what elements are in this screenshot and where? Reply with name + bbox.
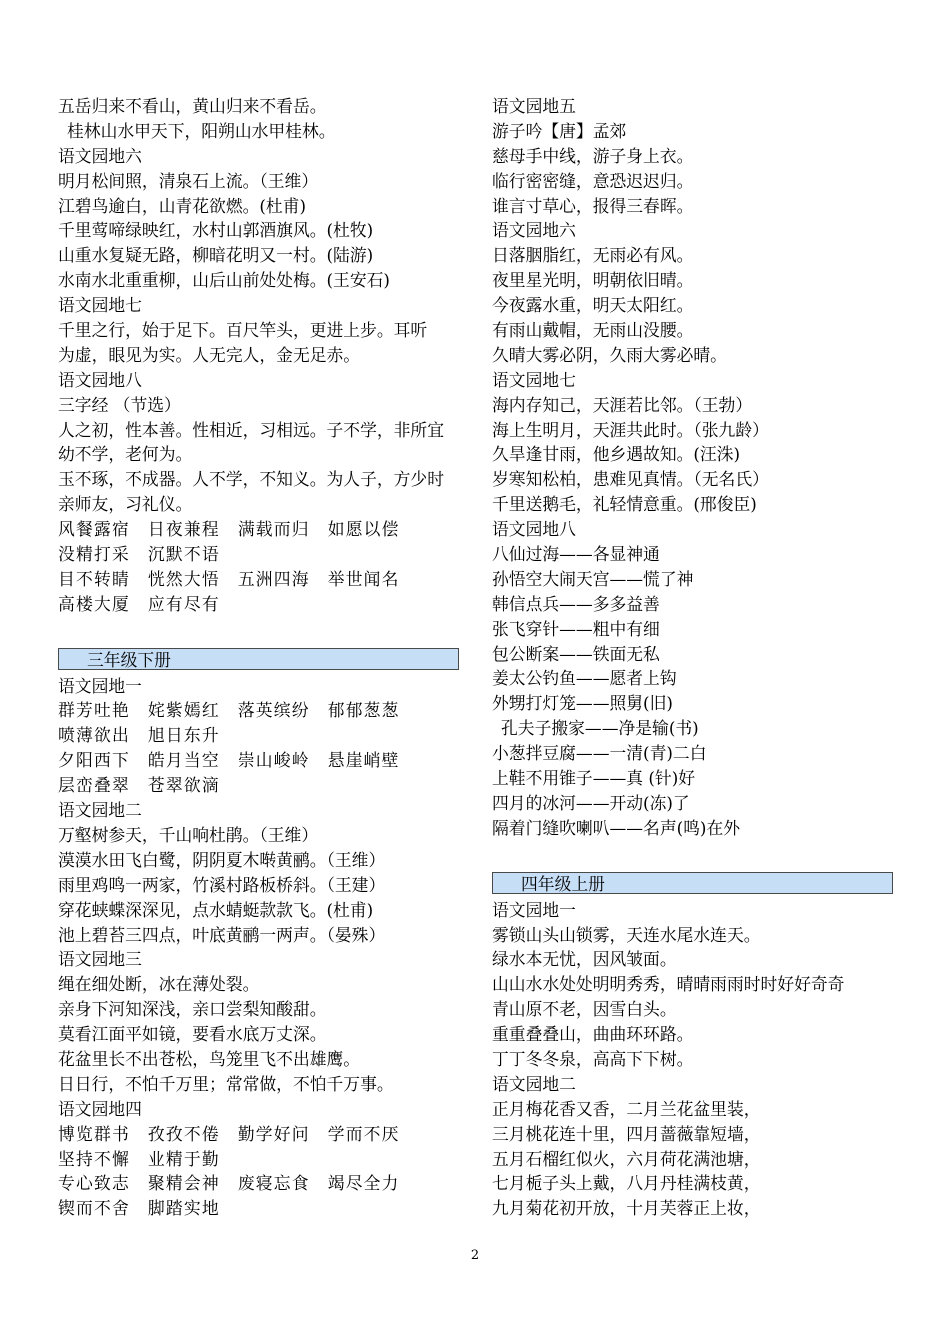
text-line: 五月石榴红似火，六月荷花满池塘， <box>492 1148 761 1169</box>
section-heading: 语文园地八 <box>58 369 142 390</box>
text-line: 日落胭脂红，无雨必有风。 <box>492 245 694 266</box>
text-line: 丁丁冬冬泉，高高下下树。 <box>492 1048 694 1069</box>
text-line: 明月松间照，清泉石上流。（王维） <box>58 170 319 191</box>
text-line: 幼不学，老何为。 <box>58 444 193 465</box>
text-line: 山山水水处处明明秀秀，晴晴雨雨时时好好奇奇 <box>492 974 845 995</box>
page-number: 2 <box>470 1248 480 1263</box>
section-heading: 语文园地六 <box>58 145 142 166</box>
text-line: 千里送鹅毛，礼轻情意重。(邢俊臣) <box>492 494 757 515</box>
text-line: 山重水复疑无路，柳暗花明又一村。(陆游) <box>58 245 374 266</box>
section-heading: 语文园地六 <box>492 220 576 241</box>
text-line: 韩信点兵——多多益善 <box>492 593 660 614</box>
text-line: 八仙过海——各显神通 <box>492 544 660 565</box>
text-line: 绳在细处断，冰在薄处裂。 <box>58 974 260 995</box>
text-line: 张飞穿针——粗中有细 <box>492 618 660 639</box>
text-line: 五岳归来不看山，黄山归来不看岳。 <box>58 96 327 116</box>
idiom-line: 坚持不懈 业精于勤 <box>58 1148 220 1169</box>
grade-header: 三年级下册 <box>58 648 459 670</box>
section-heading: 语文园地一 <box>492 899 576 920</box>
text-line: 海上生明月，天涯共此时。（张九龄） <box>492 419 769 440</box>
text-line: 包公断案——铁面无私 <box>492 643 660 664</box>
text-line: 千里之行，始于足下。百尺竿头，更进上步。耳听 <box>58 320 428 341</box>
section-heading: 语文园地五 <box>492 96 576 116</box>
text-line: 江碧鸟逾白，山青花欲燃。(杜甫) <box>58 195 307 216</box>
text-line: 重重叠叠山，曲曲环环路。 <box>492 1024 694 1045</box>
idiom-line: 群芳吐艳 姹紫嫣红 落英缤纷 郁郁葱葱 <box>58 700 400 721</box>
text-line: 孔夫子搬家——净是输(书) <box>501 718 699 739</box>
section-heading: 语文园地三 <box>58 949 142 970</box>
blank-line <box>492 841 902 866</box>
text-line: 有雨山戴帽，无雨山没腰。 <box>492 320 694 341</box>
right-bottom-block <box>492 898 902 1222</box>
right-top-block <box>492 94 902 866</box>
idiom-line: 高楼大厦 应有尽有 <box>58 593 220 614</box>
left-top-block <box>58 94 468 642</box>
text-line: 玉不琢，不成器。人不学，不知义。为人子，方少时 <box>58 469 444 490</box>
text-line: 青山原不老，因雪白头。 <box>492 999 677 1020</box>
grade-header: 四年级上册 <box>492 872 893 894</box>
text-line: 久晴大雾必阴，久雨大雾必晴。 <box>492 344 727 365</box>
text-line: 雾锁山头山锁雾，天连水尾水连天。 <box>492 924 761 945</box>
text-line: 七月栀子头上戴，八月丹桂满枝黄， <box>492 1173 761 1194</box>
poem-title: 游子吟【唐】孟郊 <box>492 120 627 141</box>
text-line: 慈母手中线，游子身上衣。 <box>492 145 694 166</box>
text-line: 夜里星光明，明朝依旧晴。 <box>492 270 694 291</box>
idiom-line: 目不转睛 恍然大悟 五洲四海 举世闻名 <box>58 568 400 589</box>
text-line: 人之初，性本善。性相近，习相远。子不学，非所宜 <box>58 419 444 440</box>
text-line: 三字经 （节选） <box>58 394 181 415</box>
blank-line <box>58 617 468 642</box>
text-line: 绿水本无忧，因风皱面。 <box>492 949 677 970</box>
text-line: 为虚，眼见为实。人无完人，金无足赤。 <box>58 344 361 365</box>
idiom-line: 风餐露宿 日夜兼程 满载而归 如愿以偿 <box>58 519 400 540</box>
text-line: 水南水北重重柳，山后山前处处梅。(王安石) <box>58 270 390 291</box>
text-line: 正月梅花香又香，二月兰花盆里装， <box>492 1098 761 1119</box>
text-line: 外甥打灯笼——照舅(旧) <box>492 693 673 714</box>
idiom-line: 喷薄欲出 旭日东升 <box>58 725 220 746</box>
left-column <box>58 94 468 1221</box>
text-line: 隔着门缝吹喇叭——名声(鸣)在外 <box>492 817 741 838</box>
text-line: 穿花蛱蝶深深见，点水蜻蜓款款飞。(杜甫) <box>58 899 374 920</box>
idiom-line: 层峦叠翠 苍翠欲滴 <box>58 775 220 796</box>
section-heading: 语文园地一 <box>58 675 142 696</box>
text-line: 临行密密缝，意恐迟迟归。 <box>492 170 694 191</box>
text-line: 花盆里长不出苍松，鸟笼里飞不出雄鹰。 <box>58 1048 361 1069</box>
text-line: 久旱逢甘雨，他乡遇故知。(汪洙) <box>492 444 741 465</box>
idiom-line: 没精打采 沉默不语 <box>58 544 220 565</box>
text-line: 亲身下河知深浅，亲口尝梨知酸甜。 <box>58 999 327 1020</box>
section-heading: 语文园地七 <box>58 295 142 316</box>
text-line: 雨里鸡鸣一两家，竹溪村路板桥斜。（王建） <box>58 874 386 895</box>
section-heading: 语文园地二 <box>58 800 142 821</box>
text-line: 日日行，不怕千万里；常常做，不怕千万事。 <box>58 1073 394 1094</box>
section-heading: 语文园地八 <box>492 519 576 540</box>
text-line: 万壑树参天，千山响杜鹃。（王维） <box>58 824 319 845</box>
idiom-line: 锲而不舍 脚踏实地 <box>58 1198 220 1219</box>
text-line: 莫看江面平如镜，要看水底万丈深。 <box>58 1024 327 1045</box>
text-line: 孙悟空大闹天宫——慌了神 <box>492 568 694 589</box>
text-line: 今夜露水重，明天太阳红。 <box>492 295 694 316</box>
text-line: 三月桃花连十里，四月蔷薇靠短墙， <box>492 1123 761 1144</box>
text-line: 小葱拌豆腐——一清(青)二白 <box>492 743 707 764</box>
text-line: 岁寒知松柏，患难见真情。（无名氏） <box>492 469 769 490</box>
text-line: 九月菊花初开放，十月芙蓉正上妆， <box>492 1198 761 1219</box>
text-line: 四月的冰河——开动(冻)了 <box>492 792 690 813</box>
text-line: 千里莺啼绿映红，水村山郭酒旗风。(杜牧) <box>58 220 374 241</box>
text-line: 亲师友，习礼仪。 <box>58 494 193 515</box>
left-bottom-block <box>58 674 468 1222</box>
section-heading: 语文园地四 <box>58 1098 142 1119</box>
text-line: 池上碧苔三四点，叶底黄鹂一两声。（晏殊） <box>58 924 386 945</box>
text-line: 姜太公钓鱼——愿者上钩 <box>492 668 677 689</box>
section-heading: 语文园地七 <box>492 369 576 390</box>
text-line: 谁言寸草心，报得三春晖。 <box>492 195 694 216</box>
text-line: 桂林山水甲天下，阳朔山水甲桂林。 <box>67 120 336 141</box>
text-line: 海内存知己，天涯若比邻。（王勃） <box>492 394 753 415</box>
idiom-line: 博览群书 孜孜不倦 勤学好问 学而不厌 <box>58 1123 400 1144</box>
text-line: 上鞋不用锥子——真 (针)好 <box>492 768 696 789</box>
idiom-line: 专心致志 聚精会神 废寝忘食 竭尽全力 <box>58 1173 400 1194</box>
right-column <box>492 94 902 1221</box>
idiom-line: 夕阳西下 皓月当空 崇山峻岭 悬崖峭壁 <box>58 750 400 771</box>
text-line: 漠漠水田飞白鹭，阴阴夏木啭黄鹂。（王维） <box>58 849 386 870</box>
section-heading: 语文园地二 <box>492 1073 576 1094</box>
